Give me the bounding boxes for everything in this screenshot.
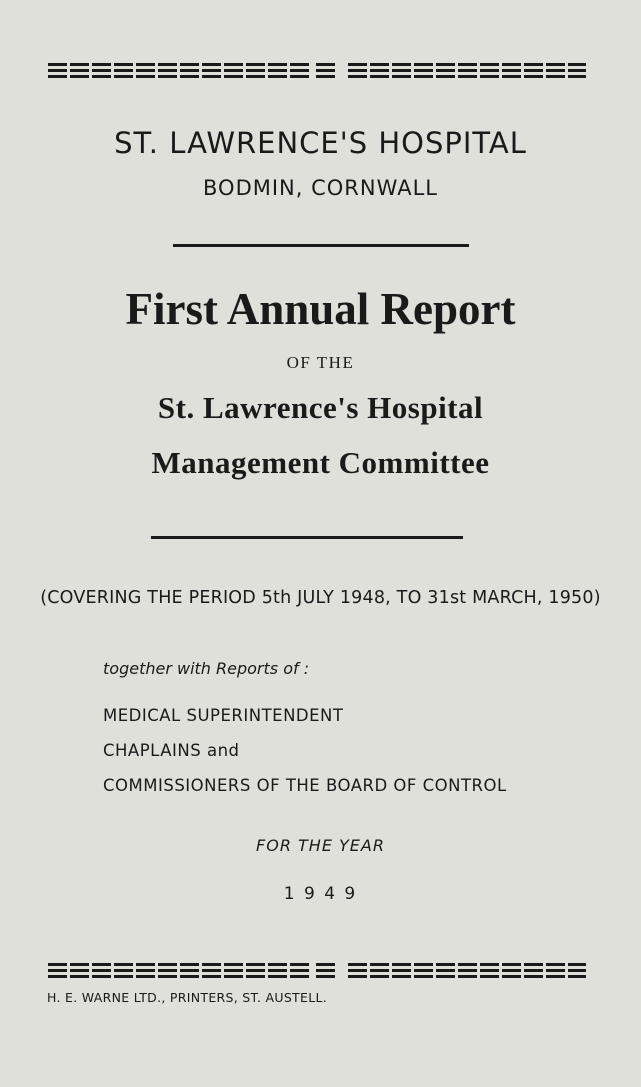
period-covered: (COVERING THE PERIOD 5th JULY 1948, TO 31st MARCH, 1950): [40, 588, 601, 608]
divider-top: [173, 244, 469, 247]
hospital-name: ST. LAWRENCE'S HOSPITAL: [114, 126, 527, 160]
divider-middle: [151, 536, 463, 539]
top-dash-border: [48, 62, 586, 80]
hospital-location: BODMIN, CORNWALL: [203, 176, 438, 200]
bottom-dash-border: [48, 962, 586, 980]
report-year: 1 9 4 9: [283, 884, 358, 904]
report-item-chaplains: CHAPLAINS and: [103, 741, 240, 760]
report-item-medical: MEDICAL SUPERINTENDENT: [103, 706, 344, 725]
report-item-commissioners: COMMISSIONERS OF THE BOARD OF CONTROL: [103, 776, 507, 795]
of-the-label: OF THE: [286, 353, 355, 372]
committee-name-line2: Management Committee: [151, 445, 490, 480]
printer-imprint: H. E. WARNE LTD., PRINTERS, ST. AUSTELL.: [47, 990, 327, 1005]
reports-intro: together with Reports of :: [103, 659, 310, 678]
bottom-dash-graphic: [48, 962, 586, 980]
committee-name-line1: St. Lawrence's Hospital: [157, 390, 484, 425]
for-the-year-label: FOR THE YEAR: [256, 836, 385, 855]
top-dash-graphic: [48, 62, 586, 80]
report-title: First Annual Report: [125, 284, 516, 334]
